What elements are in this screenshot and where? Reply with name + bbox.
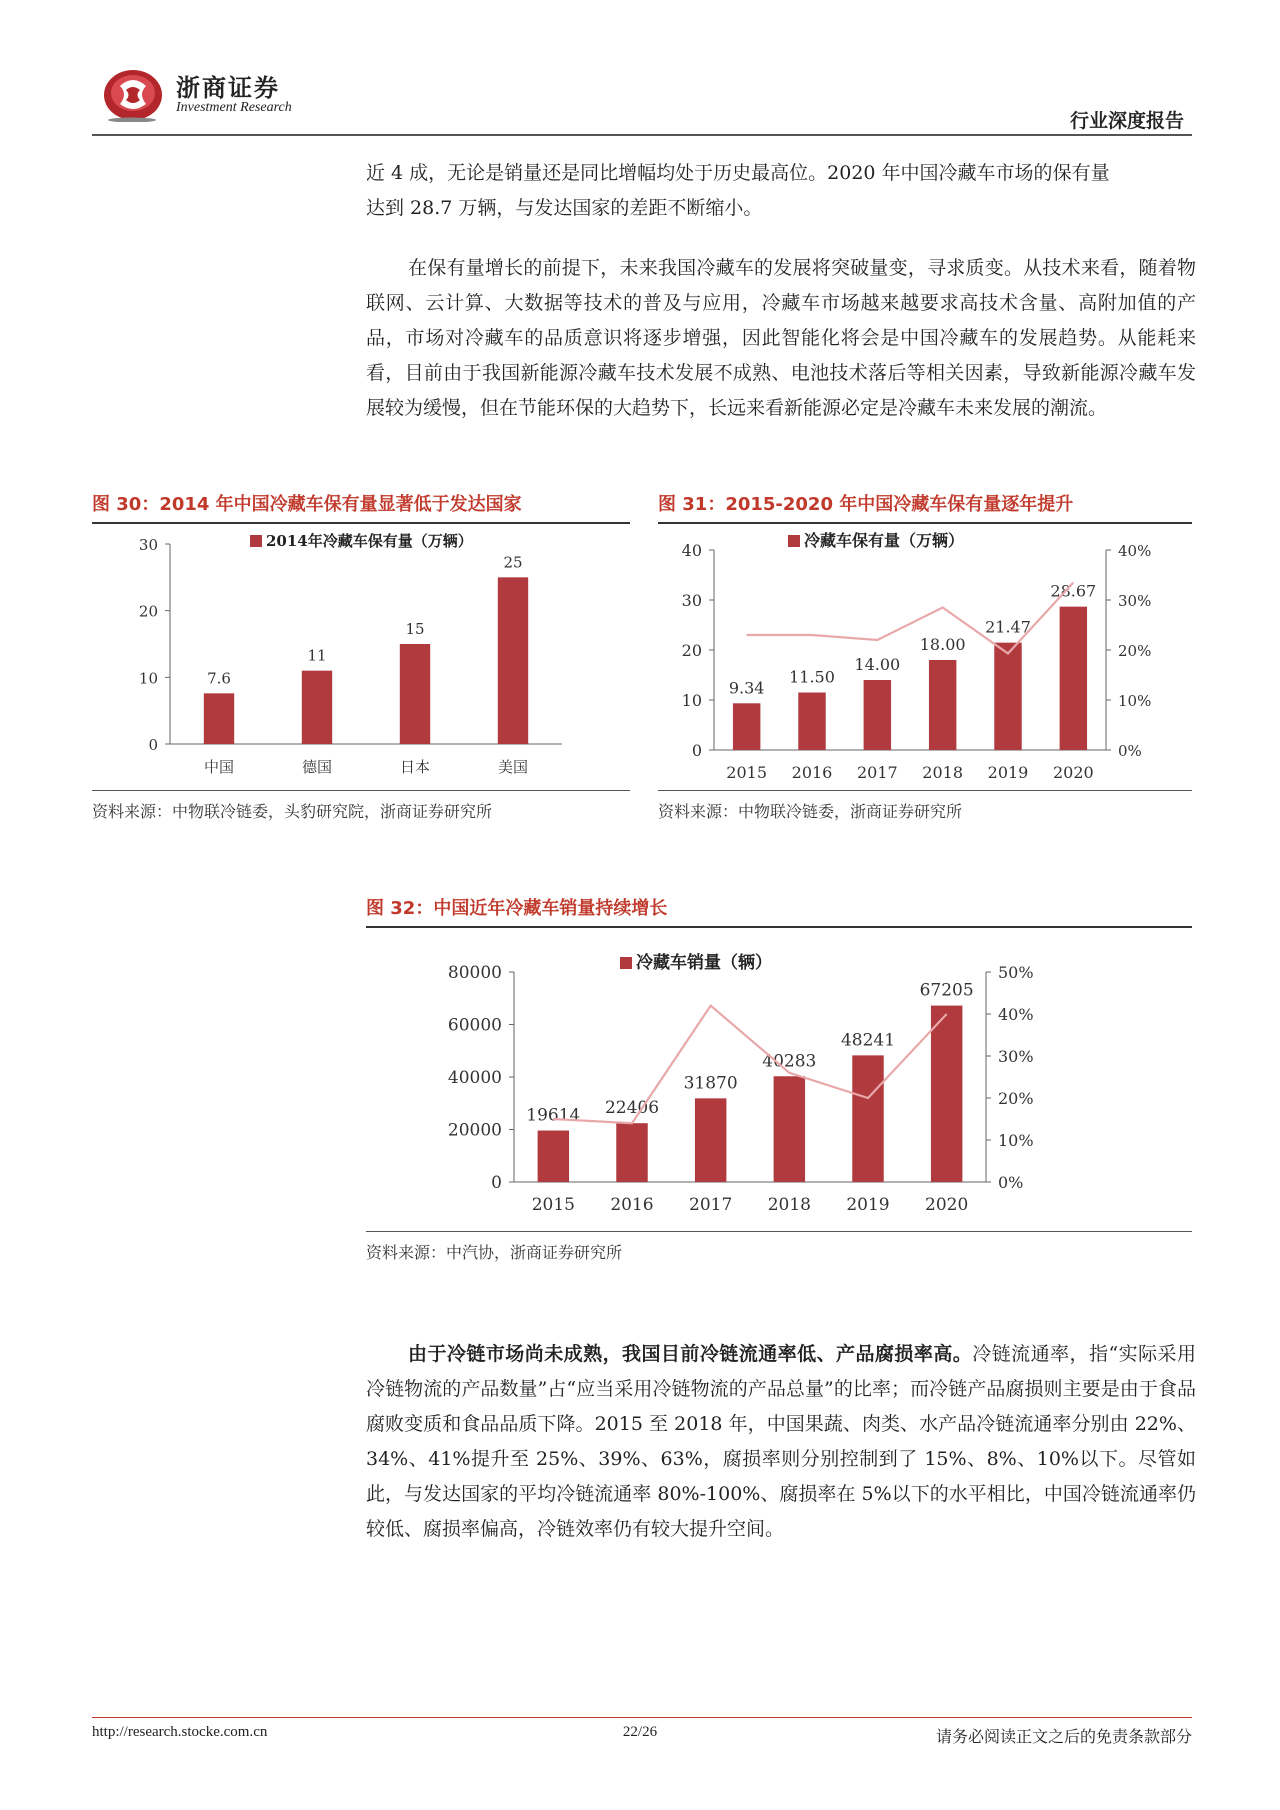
x-tick-label: 2020 bbox=[925, 1195, 969, 1215]
figure-31-title: 图 31：2015-2020 年中国冷藏车保有量逐年提升 bbox=[658, 490, 1192, 524]
y2-tick-label: 0% bbox=[1118, 742, 1142, 760]
y-tick-label: 60000 bbox=[447, 1015, 502, 1036]
y2-tick-label: 10% bbox=[998, 1131, 1034, 1150]
y-tick-label: 30 bbox=[138, 536, 158, 554]
figure-30-title: 图 30：2014 年中国冷藏车保有量显著低于发达国家 bbox=[92, 490, 630, 524]
y-tick-label: 20 bbox=[681, 641, 702, 660]
y-tick-label: 10 bbox=[138, 669, 158, 688]
figure-32-chart bbox=[366, 926, 1192, 1224]
x-tick-label: 2018 bbox=[922, 763, 964, 782]
paragraph-technology-trend bbox=[366, 251, 1196, 426]
x-tick-label: 2019 bbox=[846, 1195, 890, 1215]
chart-30-svg bbox=[92, 522, 630, 788]
bar bbox=[994, 643, 1021, 750]
paragraph-text bbox=[366, 1337, 1196, 1547]
legend-label: 冷藏车保有量（万辆） bbox=[804, 531, 965, 550]
paragraph-continuation bbox=[366, 156, 1196, 226]
figure-30-chart bbox=[92, 522, 630, 788]
footer-url: http://research.stocke.com.cn bbox=[92, 1724, 268, 1740]
paragraph-body: 冷链流通率，指“实际采用冷链物流的产品数量”占“应当采用冷链物流的产品总量”的比率；而冷链产品腐损则主要是由于食品腐败变质和食品品质下降。2015 至 2018 年，中国果蔬、肉类、水产品冷链流通率分别由 22%、34%、41%提升至 25%、39%、63%，腐损率则分别控制到了 15%、8%、10%以下。尽管如此，与发达国家的平均冷链流通率 80%-100%、腐损率在 5%以下的水平相比，中国冷链流通率仍较低、腐损率偏高，冷链效率仍有较大提升空间。 bbox=[366, 1343, 1196, 1540]
y2-tick-label: 40% bbox=[998, 1005, 1034, 1024]
data-label: 14.00 bbox=[854, 655, 901, 674]
bar bbox=[864, 680, 891, 750]
data-label: 40283 bbox=[762, 1051, 817, 1072]
paragraph-line: 近 4 成，无论是销量还是同比增幅均处于历史最高位。2020 年中国冷藏车市场的保有量 bbox=[366, 162, 1110, 184]
x-tick-label: 日本 bbox=[399, 758, 431, 776]
chart-31-svg bbox=[658, 522, 1192, 788]
bar bbox=[929, 660, 956, 750]
bar bbox=[733, 703, 760, 750]
figure-31-source: 资料来源：中物联冷链委，浙商证券研究所 bbox=[658, 790, 1192, 822]
y-tick-label: 10 bbox=[681, 691, 702, 710]
paragraph-bold-lead: 由于冷链市场尚未成熟，我国目前冷链流通率低、产品腐损率高。 bbox=[408, 1343, 973, 1365]
bar bbox=[538, 1131, 569, 1182]
y-tick-label: 30 bbox=[681, 591, 702, 610]
legend-label: 2014年冷藏车保有量（万辆） bbox=[266, 532, 473, 550]
data-label: 9.34 bbox=[728, 678, 765, 698]
bar bbox=[852, 1055, 883, 1182]
y-tick-label: 0 bbox=[491, 1173, 502, 1193]
x-tick-label: 2016 bbox=[791, 763, 833, 782]
y2-tick-label: 0% bbox=[998, 1173, 1024, 1192]
y2-tick-label: 50% bbox=[998, 963, 1034, 982]
footer-divider bbox=[92, 1717, 1192, 1718]
logo-english-name: Investment Research bbox=[176, 100, 292, 115]
x-tick-label: 2015 bbox=[531, 1195, 575, 1215]
data-label: 67205 bbox=[919, 980, 974, 1001]
y-tick-label: 80000 bbox=[447, 963, 502, 983]
data-label: 31870 bbox=[683, 1073, 738, 1094]
bar bbox=[204, 693, 234, 744]
legend-label: 冷藏车销量（辆） bbox=[636, 953, 772, 973]
zheshang-logo-icon bbox=[102, 64, 164, 122]
figure-32-title: 图 32：中国近年冷藏车销量持续增长 bbox=[366, 894, 1192, 928]
bar bbox=[931, 1006, 962, 1182]
y2-tick-label: 40% bbox=[1118, 542, 1152, 560]
x-tick-label: 德国 bbox=[301, 758, 333, 776]
bar bbox=[798, 693, 825, 751]
data-label: 15 bbox=[405, 620, 425, 638]
x-tick-label: 2017 bbox=[856, 763, 898, 782]
bar bbox=[616, 1123, 647, 1182]
data-label: 22406 bbox=[604, 1098, 660, 1119]
y2-tick-label: 30% bbox=[1118, 592, 1152, 610]
y-tick-label: 0 bbox=[148, 736, 158, 754]
legend-swatch bbox=[788, 535, 800, 547]
data-label: 25 bbox=[503, 553, 523, 572]
data-label: 19614 bbox=[526, 1105, 581, 1126]
legend-swatch bbox=[620, 957, 632, 969]
data-label: 7.6 bbox=[207, 669, 231, 688]
bar bbox=[695, 1098, 726, 1182]
y2-tick-label: 30% bbox=[998, 1047, 1034, 1066]
paragraph-text: 在保有量增长的前提下，未来我国冷藏车的发展将突破量变，寻求质变。从技术来看，随着物联网、云计算、大数据等技术的普及与应用，冷藏车市场越来越要求高技术含量、高附加值的产品，市场对冷藏车的品质意识将逐步增强，因此智能化将会是中国冷藏车的发展趋势。从能耗来看，目前由于我国新能源冷藏车技术发展不成熟、电池技术落后等相关因素，导致新能源冷藏车发展较为缓慢，但在节能环保的大趋势下，长远来看新能源必定是冷藏车未来发展的潮流。 bbox=[366, 257, 1196, 419]
figure-31-chart bbox=[658, 522, 1192, 788]
y-tick-label: 20 bbox=[138, 602, 158, 621]
bar bbox=[498, 577, 528, 744]
paragraph-cold-chain bbox=[366, 1337, 1196, 1547]
x-tick-label: 美国 bbox=[497, 758, 529, 776]
data-label: 21.47 bbox=[985, 617, 1031, 637]
page-number: 22/26 bbox=[622, 1724, 658, 1740]
legend-swatch bbox=[250, 535, 262, 547]
y-tick-label: 20000 bbox=[447, 1120, 502, 1141]
x-tick-label: 2016 bbox=[610, 1195, 654, 1215]
chart-32-svg bbox=[366, 926, 1192, 1224]
page-header bbox=[92, 60, 1192, 136]
figure-32-source: 资料来源：中汽协，浙商证券研究所 bbox=[366, 1231, 1192, 1263]
paragraph-line: 达到 28.7 万辆，与发达国家的差距不断缩小。 bbox=[366, 197, 763, 219]
y-tick-label: 40 bbox=[681, 541, 702, 560]
footer-disclaimer: 请务必阅读正文之后的免责条款部分 bbox=[935, 1727, 1192, 1746]
report-type-label: 行业深度报告 bbox=[1069, 110, 1184, 132]
data-label: 18.00 bbox=[919, 635, 966, 654]
bar bbox=[774, 1076, 805, 1182]
figure-30-source: 资料来源：中物联冷链委，头豹研究院，浙商证券研究所 bbox=[92, 790, 630, 822]
x-tick-label: 2015 bbox=[726, 763, 768, 782]
data-label: 48241 bbox=[840, 1030, 896, 1051]
data-label: 11 bbox=[307, 646, 327, 665]
logo-chinese-name: 浙商证券 bbox=[176, 73, 280, 102]
data-label: 28.67 bbox=[1050, 581, 1097, 601]
x-tick-label: 中国 bbox=[203, 758, 235, 776]
y-tick-label: 40000 bbox=[447, 1068, 502, 1088]
x-tick-label: 2020 bbox=[1052, 763, 1094, 782]
bar bbox=[1060, 607, 1087, 750]
x-tick-label: 2018 bbox=[767, 1195, 811, 1215]
x-tick-label: 2019 bbox=[987, 763, 1029, 782]
bar bbox=[302, 671, 332, 744]
bar bbox=[400, 644, 430, 744]
y2-tick-label: 20% bbox=[998, 1089, 1034, 1108]
y2-tick-label: 20% bbox=[1118, 642, 1152, 660]
y-tick-label: 0 bbox=[691, 741, 702, 760]
y2-tick-label: 10% bbox=[1118, 692, 1152, 710]
data-label: 11.50 bbox=[789, 667, 835, 687]
x-tick-label: 2017 bbox=[689, 1195, 733, 1215]
